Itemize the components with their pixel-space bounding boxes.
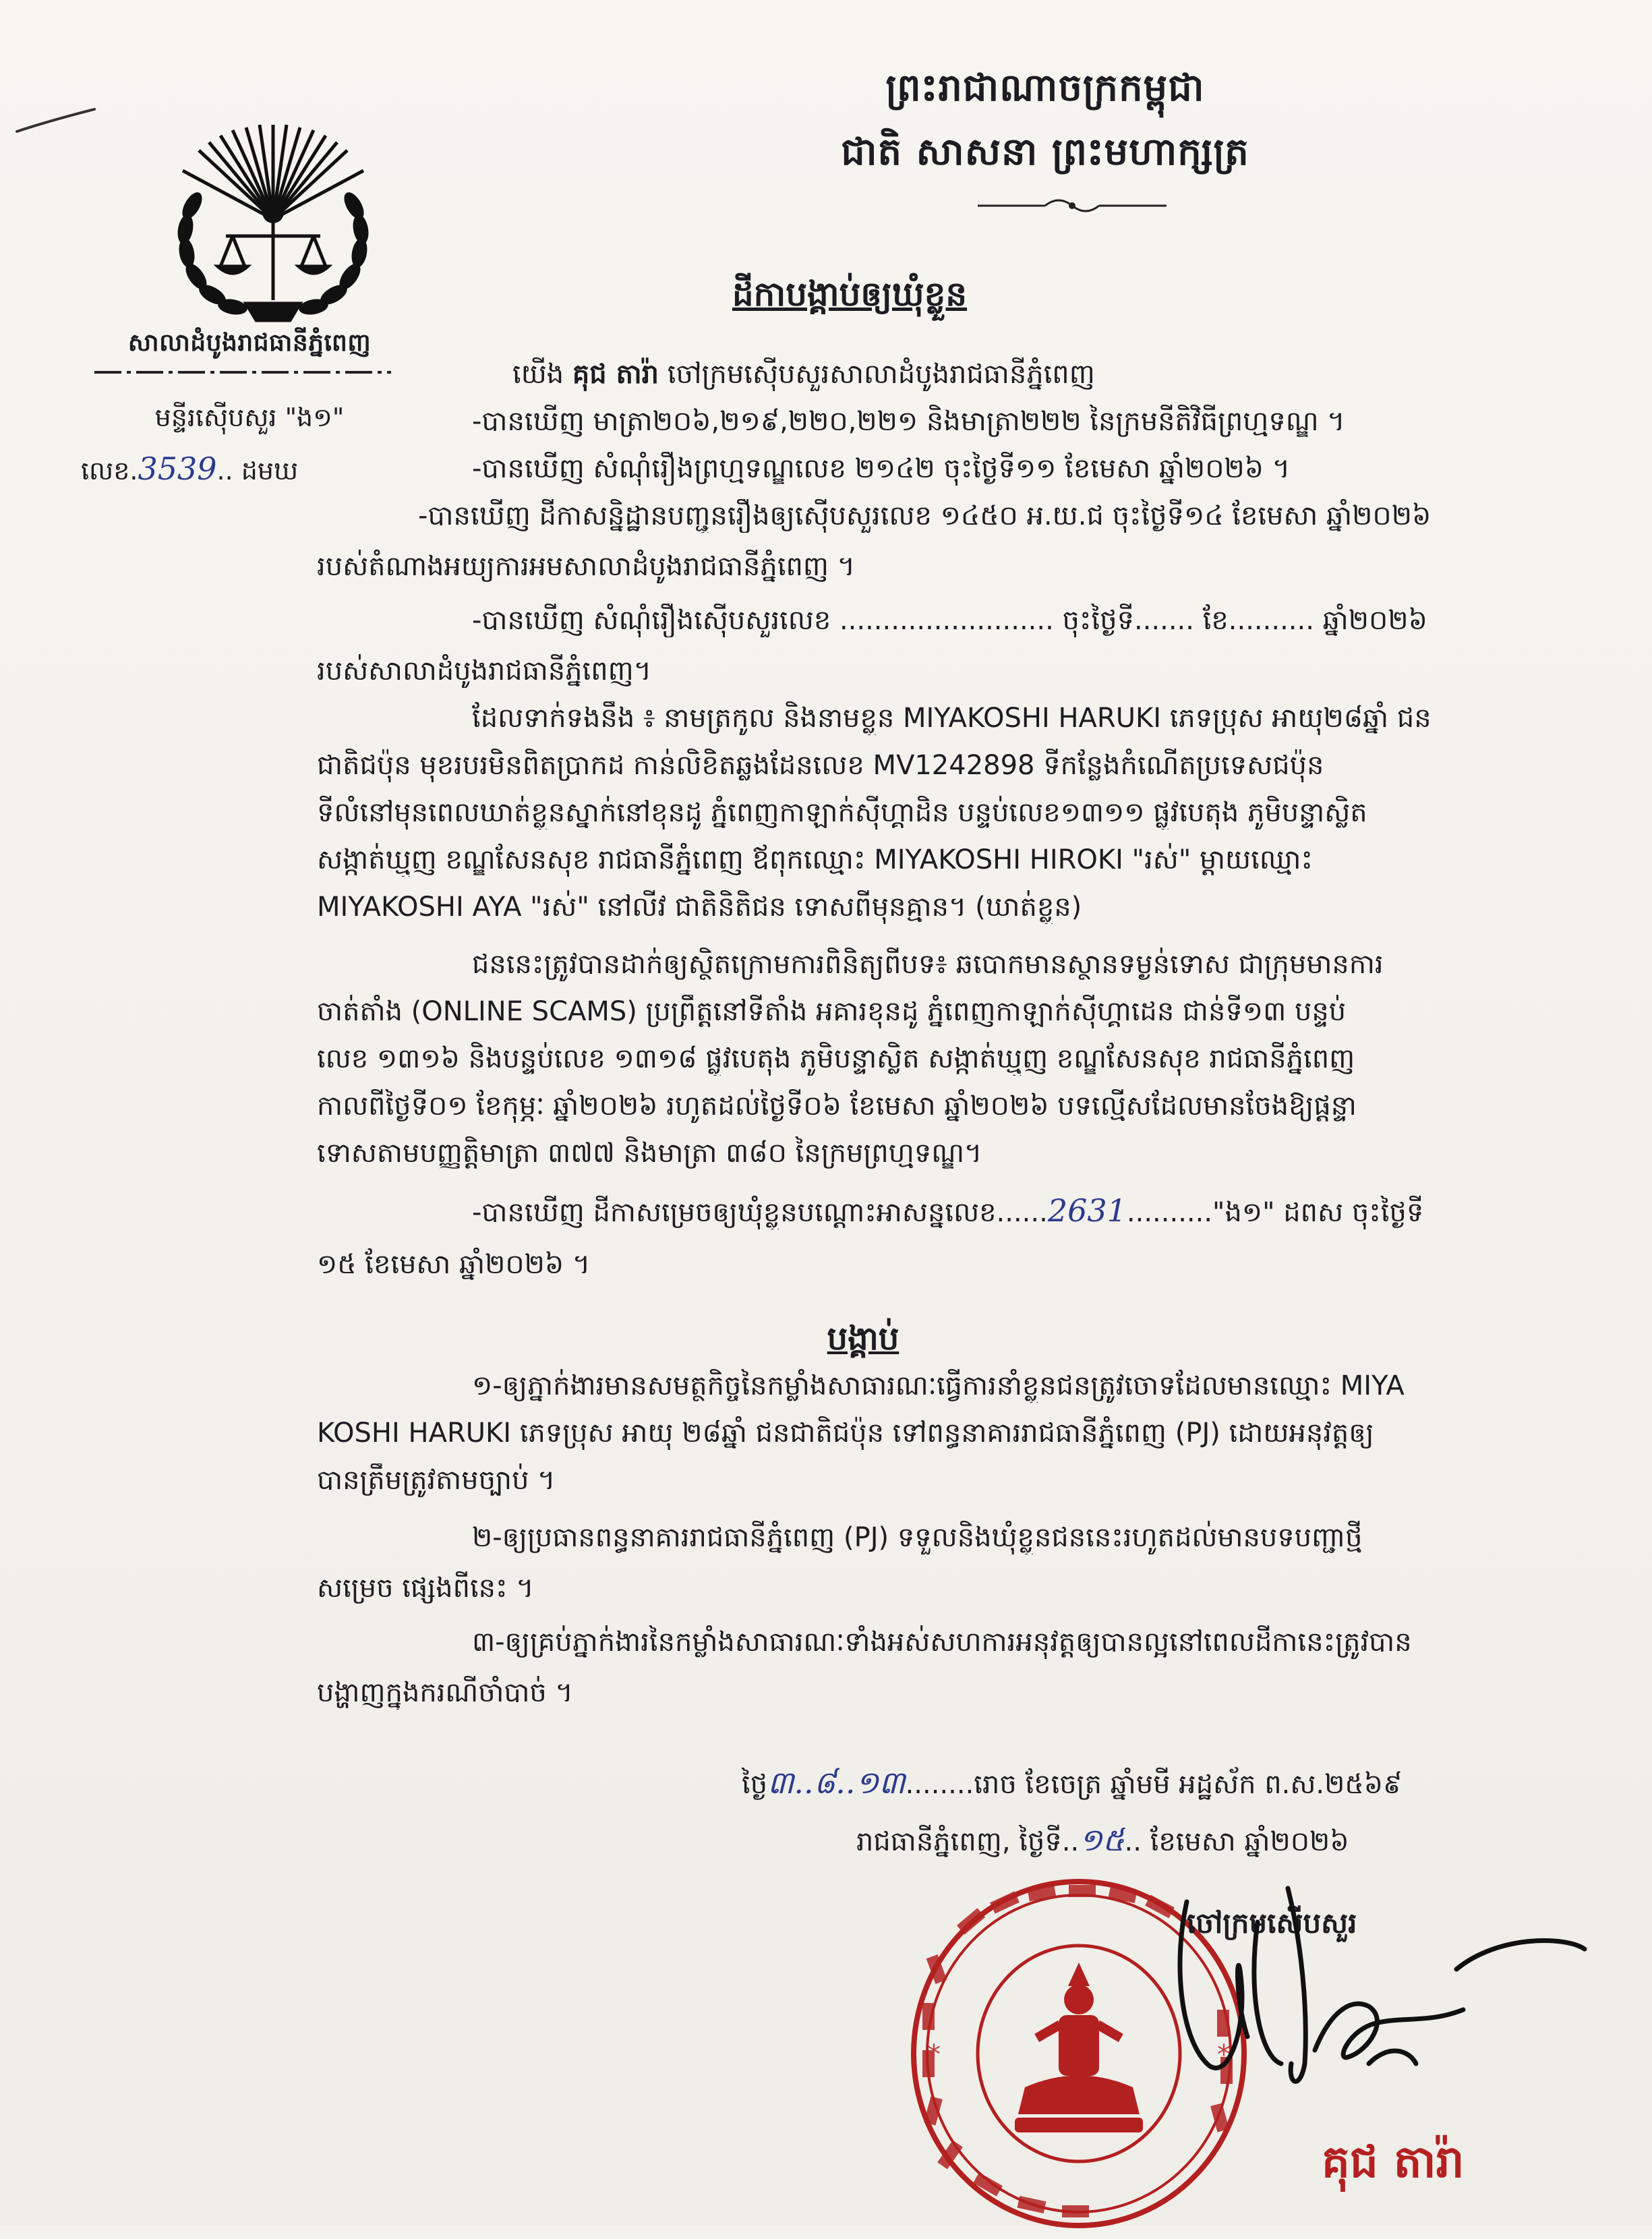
seen-line-2: -បានឃើញ សំណុំរឿងព្រហ្មទណ្ឌលេខ ២១៤២ ចុះថ្ងៃទី១១ ខែមេសា ឆ្នាំ២០២៦ ។ bbox=[472, 453, 1291, 484]
seen-line-1: -បានឃើញ មាត្រា២០៦,២១៩,២២០,២២១ និងមាត្រា២២២ នៃក្រមនីតិវិធីព្រហ្មទណ្ឌ ។ bbox=[472, 406, 1345, 437]
number-label: លេខ. bbox=[81, 456, 138, 486]
seen-line-3a: -បានឃើញ ដីកាសន្និដ្ឋានបញ្ជូនរឿងឲ្យស៊ើបសួរលេខ ១៤៥០ អ.យ.ជ ចុះថ្ងៃទី១៤ ខែមេសា ឆ្នាំ២០២៦ bbox=[418, 500, 1432, 531]
order-item-3a: ៣-ឲ្យគ្រប់ភ្នាក់ងារនៃកម្លាំងសាធារណៈទាំងអស់សហការអនុវត្តឲ្យបានល្អនៅពេលដីកានេះត្រូវបាន bbox=[472, 1627, 1412, 1658]
lunar-date-line bbox=[742, 1764, 1551, 1809]
seen-line-4b: របស់សាលាដំបូងរាជធានីភ្នំពេញ។ bbox=[317, 656, 652, 687]
charge-line-2: ចាត់តាំង (ONLINE SCAMS) ប្រព្រឹត្តនៅទីតាំង អគារខុនដូ ភ្នំពេញកាឡាក់ស៊ីហ្គាដេន ជាន់ទី១៣ បន្ទប់ bbox=[317, 996, 1347, 1027]
charge-line-5: ទោសតាមបញ្ញត្តិមាត្រា ៣៧៧ និងមាត្រា ៣៨០ នៃក្រមព្រហ្មទណ្ឌ។ bbox=[317, 1138, 982, 1169]
detention-prefix: -បានឃើញ ដីកាសម្រេចឲ្យឃុំខ្លួនបណ្ដោះអាសន្នលេខ...... bbox=[472, 1197, 1048, 1228]
place-rest: .. ខែមេសា ឆ្នាំ២០២៦ bbox=[1124, 1826, 1349, 1857]
charge-line-3: លេខ ១៣១៦ និងបន្ទប់លេខ ១៣១៨ ផ្លូវបេតុង ភូមិបន្ទាស្លិត សង្កាត់ឃ្មួញ ខណ្ឌសែនសុខ រាជធានីភ្នំពេញ bbox=[317, 1043, 1355, 1074]
subject-line-3: ទីលំនៅមុនពេលឃាត់ខ្លួនស្នាក់នៅខុនដូ ភ្នំពេញកាឡាក់ស៊ីហ្គាដិន បន្ទប់លេខ១៣១១ ផ្លូវបេតុង ភូមិបន្ទាស្លិត bbox=[317, 797, 1367, 828]
court-emblem-icon bbox=[145, 118, 401, 341]
detention-line bbox=[472, 1194, 1517, 1229]
judge-name-inline: គុជ តារ៉ា bbox=[572, 359, 659, 390]
seen-line-4a: -បានឃើញ សំណុំរឿងស៊ើបសួរលេខ ......................... ចុះថ្ងៃទី....... ខែ.......... ឆ្នាំ២០២៦ bbox=[472, 605, 1427, 636]
detention-suffix: .........."ង១" ដពស ចុះថ្ងៃទី bbox=[1126, 1197, 1424, 1228]
number-suffix: .. ដមឃ bbox=[216, 456, 299, 486]
court-underline-icon bbox=[94, 370, 391, 375]
detention-date: ១៥ ខែមេសា ឆ្នាំ២០២៦ ។ bbox=[317, 1249, 591, 1280]
department-label: មន្ទីរស៊ើបសួរ "ង១" bbox=[154, 403, 345, 432]
charge-line-4: កាលពីថ្ងៃទី០១ ខែកុម្ភៈ ឆ្នាំ២០២៦ រហូតដល់ថ្ងៃទី០៦ ខែមេសា ឆ្នាំ២០២៦ បទល្មើសដែលមានចែងឱ្យផ្ដន្ទា bbox=[317, 1091, 1357, 1122]
place-day-handwritten: ១៥ bbox=[1079, 1822, 1125, 1858]
order-heading: បង្គាប់ bbox=[827, 1320, 899, 1358]
svg-text:*: * bbox=[927, 2039, 941, 2070]
document-title: ដីកាបង្គាប់ឲ្យឃុំខ្លួន bbox=[732, 274, 968, 314]
pen-mark-icon bbox=[13, 101, 101, 142]
detention-number-handwritten: 2631 bbox=[1047, 1194, 1127, 1229]
judge-name-stamp: គុជ តារ៉ា bbox=[1322, 2136, 1465, 2188]
subject-line-2: ជាតិជប៉ុន មុខរបរមិនពិតប្រាកដ កាន់លិខិតឆ្លងដែនលេខ MV1242898 ទីកន្លែងកំណើតប្រទេសជប៉ុន bbox=[317, 750, 1324, 781]
lunar-rest: ........រោច ខែចេត្រ ឆ្នាំមមី អដ្ឋស័ក ព.ស.២៥៦៩ bbox=[905, 1769, 1403, 1800]
seen-line-3b: របស់តំណាងអយ្យការអមសាលាដំបូងរាជធានីភ្នំពេញ ។ bbox=[317, 551, 856, 582]
kingdom-heading: ព្រះរាជាណាចក្រកម្ពុជា bbox=[885, 66, 1205, 110]
national-motto: ជាតិ សាសនា ព្រះមហាក្សត្រ bbox=[841, 130, 1249, 174]
place-date-line bbox=[856, 1821, 1531, 1866]
order-item-2a: ២-ឲ្យប្រធានពន្ធនាគាររាជធានីភ្នំពេញ (PJ) ទទួលនិងឃុំខ្លួនជននេះរហូតដល់មានបទបញ្ជាថ្មី bbox=[472, 1522, 1363, 1553]
ornament-divider-icon bbox=[971, 192, 1173, 219]
lunar-handwritten: ៣..៨..១៣ bbox=[767, 1764, 906, 1801]
judge-title: ចៅក្រមស៊ើបសួរ bbox=[1187, 1907, 1357, 1940]
order-item-1a: ១-ឲ្យភ្នាក់ងារមានសមត្ថកិច្ចនៃកម្លាំងសាធារណៈធ្វើការនាំខ្លួនជនត្រូវចោទដែលមានឈ្មោះ MIYA bbox=[472, 1370, 1405, 1401]
svg-text:*: * bbox=[1217, 2039, 1231, 2070]
order-item-1c: បានត្រឹមត្រូវតាមច្បាប់ ។ bbox=[317, 1465, 556, 1496]
court-name: សាលាដំបូងរាជធានីភ្នំពេញ bbox=[127, 329, 372, 357]
subject-line-4: សង្កាត់ឃ្មួញ ខណ្ឌសែនសុខ រាជធានីភ្នំពេញ ឪពុកឈ្មោះ MIYAKOSHI HIROKI "រស់" ម្ដាយឈ្មោះ bbox=[317, 844, 1313, 875]
lunar-prefix: ថ្ងៃ bbox=[742, 1769, 768, 1800]
order-item-3b: បង្ហាញក្នុងករណីចាំបាច់ ។ bbox=[317, 1677, 573, 1708]
judge-signature-icon bbox=[1146, 1861, 1618, 2145]
subject-line-1: ដែលទាក់ទងនឹង ៖ នាមត្រកូល និងនាមខ្លួន MIYAKOSHI HARUKI ភេទប្រុស អាយុ២៨ឆ្នាំ ជន bbox=[472, 703, 1432, 734]
order-item-1b: KOSHI HARUKI ភេទប្រុស អាយុ ២៨ឆ្នាំ ជនជាតិជប៉ុន ទៅពន្ធនាគាររាជធានីភ្នំពេញ (PJ) ដោយអនុវត្តឲ្យ bbox=[317, 1418, 1374, 1449]
subject-line-5: MIYAKOSHI AYA "រស់" នៅលីវ ជាតិនិតិជន ទោសពីមុនគ្មាន។ (ឃាត់ខ្លួន) bbox=[317, 892, 1082, 923]
charge-line-1: ជននេះត្រូវបានដាក់ឲ្យស្ថិតក្រោមការពិនិត្យពីបទ៖ ឆបោកមានស្ថានទម្ងន់ទោស ជាក្រុមមានការ bbox=[472, 949, 1384, 980]
intro-prefix: យើង bbox=[512, 359, 564, 390]
number-handwritten: 3539 bbox=[138, 450, 217, 487]
place-prefix: រាជធានីភ្នំពេញ, ថ្ងៃទី.. bbox=[856, 1826, 1080, 1857]
reference-number bbox=[81, 450, 418, 492]
intro-rest: ចៅក្រមស៊ើបសួរសាលាដំបូងរាជធានីភ្នំពេញ bbox=[667, 359, 1095, 390]
order-item-2b: សម្រេច ផ្សេងពីនេះ ។ bbox=[317, 1573, 534, 1604]
intro-line bbox=[512, 357, 1652, 391]
